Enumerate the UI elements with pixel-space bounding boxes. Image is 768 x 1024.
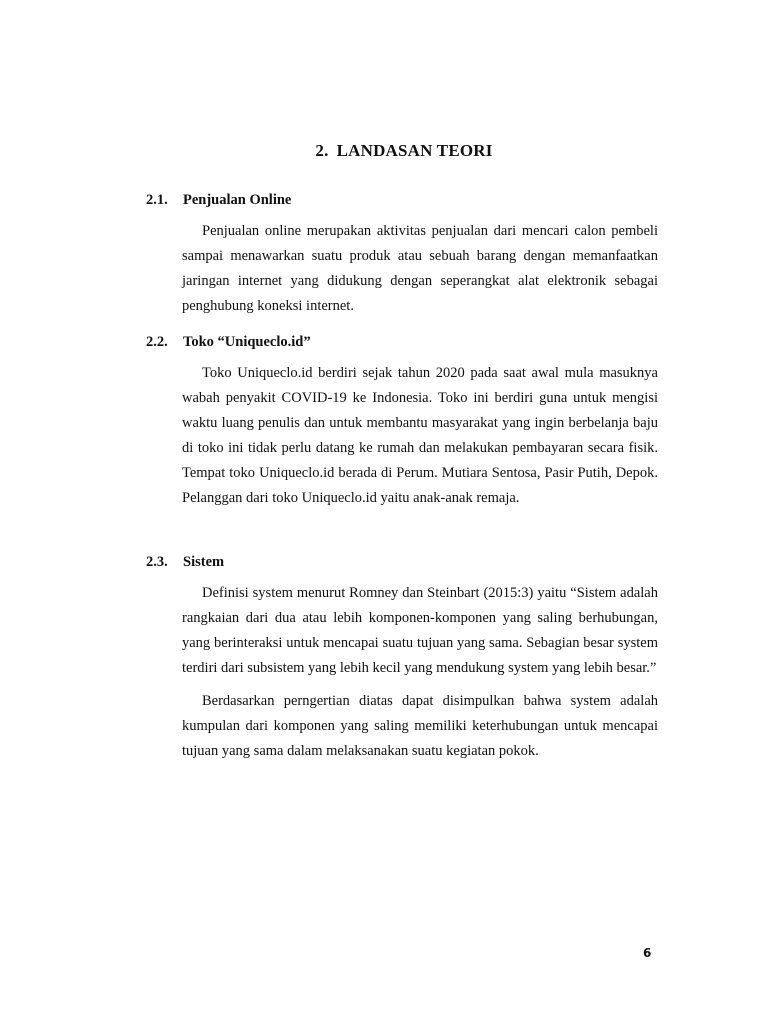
- section-heading: [146, 190, 658, 210]
- section-title: Toko “Uniqueclo.id”: [183, 334, 311, 350]
- section-paragraph: Toko Uniqueclo.id berdiri sejak tahun 2020 pada saat awal mula masuknya wabah penyakit COVID-19 ke Indonesia. Toko ini berdiri guna untuk mengisi waktu luang penulis dan untuk membantu masyarakat yang ingin berbelanja baju di toko ini tidak perlu datang ke rumah dan melakukan pembayaran secara fisik. Tempat toko Uniqueclo.id berada di Perum. Mutiara Sentosa, Pasir Putih, Depok. Pelanggan dari toko Uniqueclo.id yaitu anak-anak remaja.: [182, 365, 658, 506]
- page-number: 6: [643, 946, 652, 960]
- section-penjualan-online: [146, 190, 658, 319]
- section-paragraph: Definisi system menurut Romney dan Steinbart (2015:3) yaitu “Sistem adalah rangkaian dari dua atau lebih komponen-komponen yang saling berhubungan, yang berinteraksi untuk mencapai suatu tujuan yang sama. Sebagian besar system terdiri dari subsistem yang lebih kecil yang mendukung system yang lebih besar.”: [182, 585, 658, 676]
- section-number: 2.3.: [146, 554, 168, 570]
- section-toko-uniqueclo: [146, 332, 658, 511]
- section-paragraph: Berdasarkan perngertian diatas dapat disimpulkan bahwa system adalah kumpulan dari komponen yang saling memiliki keterhubungan untuk mencapai tujuan yang sama dalam melaksanakan suatu kegiatan pokok.: [182, 693, 658, 759]
- chapter-title-text: LANDASAN TEORI: [336, 141, 493, 160]
- section-title: Penjualan Online: [183, 192, 292, 208]
- chapter-number: 2.: [315, 141, 329, 160]
- chapter-title: [0, 141, 768, 161]
- section-sistem: [146, 552, 658, 764]
- section-heading: [146, 332, 658, 352]
- section-title: Sistem: [183, 554, 225, 570]
- section-heading: [146, 552, 658, 572]
- section-number: 2.2.: [146, 334, 168, 350]
- section-number: 2.1.: [146, 192, 168, 208]
- section-paragraph: Penjualan online merupakan aktivitas penjualan dari mencari calon pembeli sampai menawarkan suatu produk atau sebuah barang dengan memanfaatkan jaringan internet yang didukung dengan seperangkat alat elektronik sebagai penghubung koneksi internet.: [182, 223, 658, 314]
